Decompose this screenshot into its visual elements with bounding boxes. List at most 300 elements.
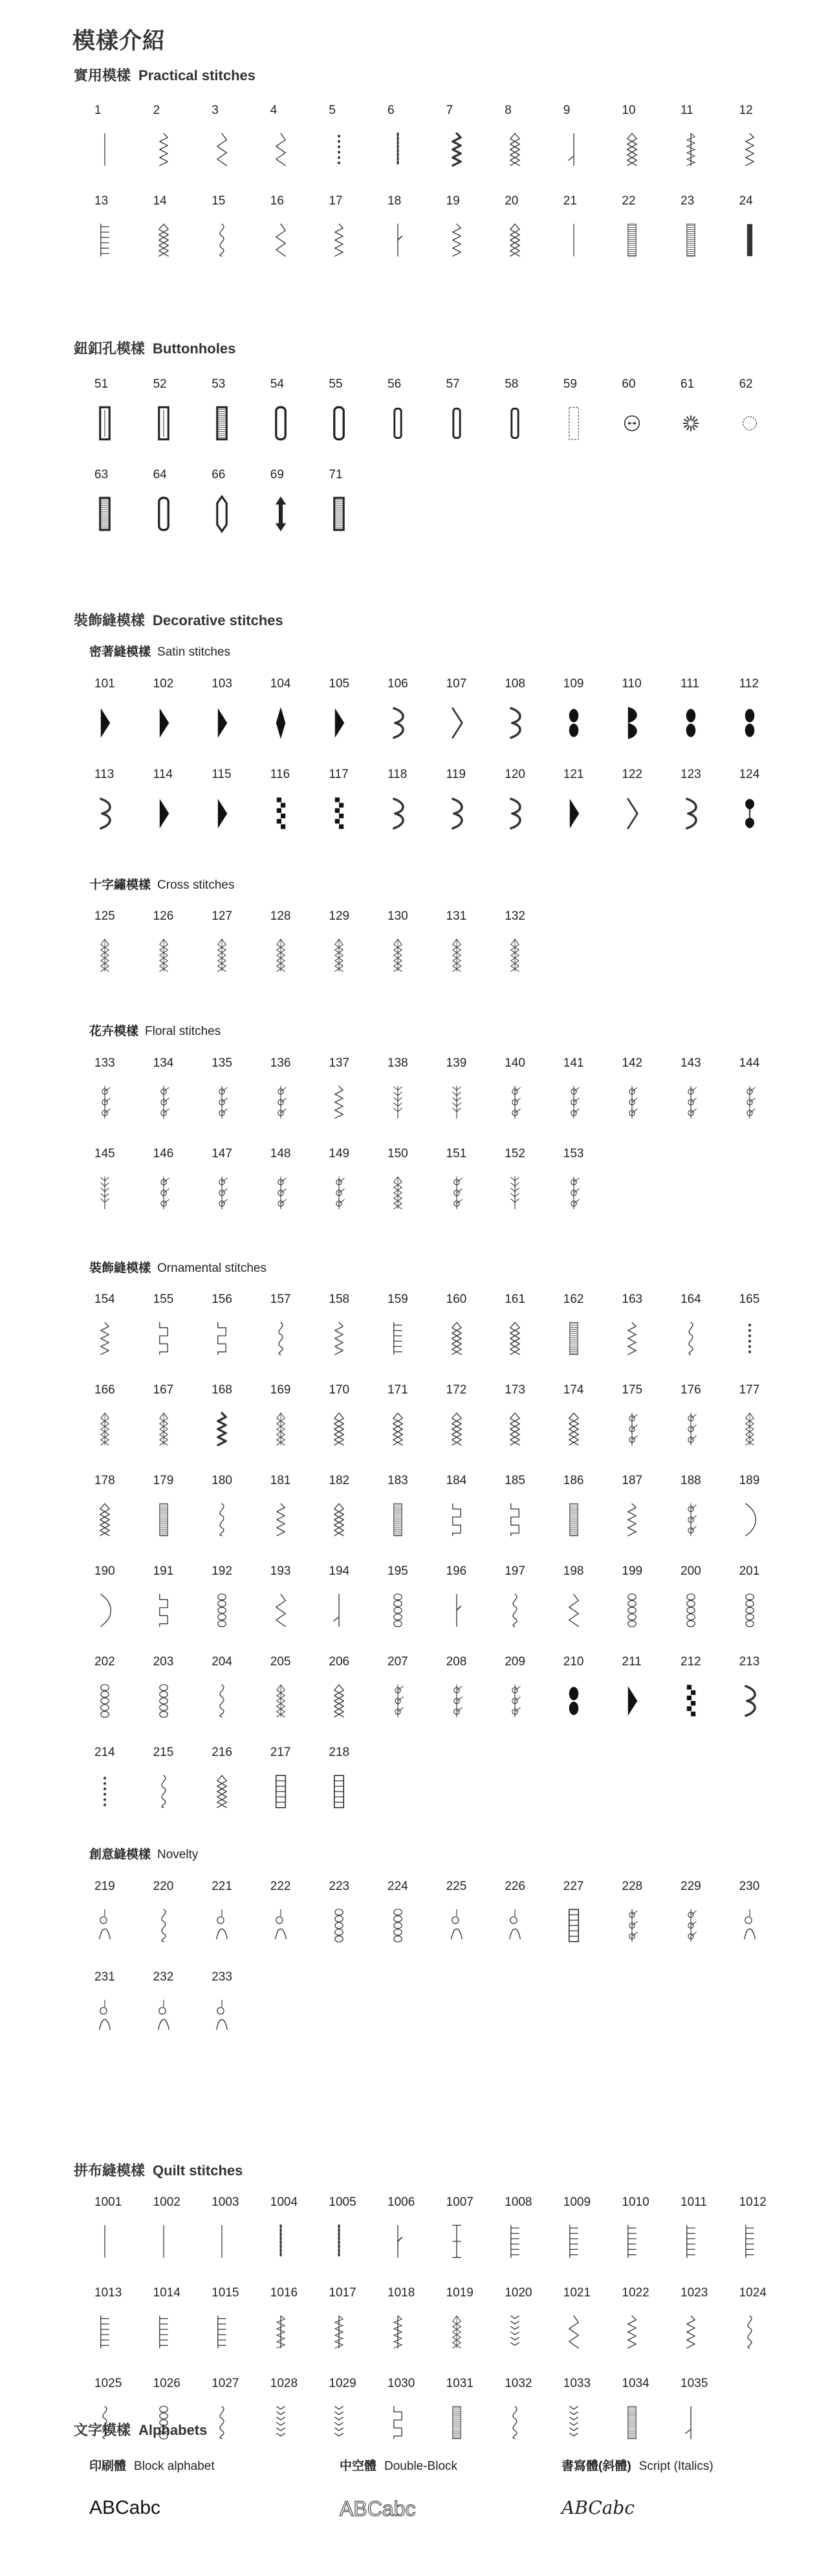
stitch-pattern-icon <box>209 1905 235 1946</box>
stitch-pattern-icon <box>326 1500 352 1540</box>
stitch-number: 18 <box>387 194 402 208</box>
stitch-pattern-icon <box>502 1681 528 1721</box>
stitch-pattern-icon <box>444 1082 470 1122</box>
stitch-cell <box>151 1383 205 1461</box>
stitch-pattern-icon <box>737 2312 763 2352</box>
stitch-cell <box>326 768 380 845</box>
section-title-zh: 鈕釦孔模樣 <box>74 340 146 357</box>
stitch-cell <box>326 677 380 755</box>
stitch-number: 141 <box>563 1056 584 1070</box>
stitch-cell <box>737 677 791 755</box>
stitch-number: 146 <box>153 1147 174 1160</box>
stitch-cell <box>385 677 439 755</box>
alphabet-label <box>89 2456 303 2474</box>
stitch-number: 178 <box>94 1474 115 1487</box>
stitch-pattern-icon <box>619 794 645 834</box>
stitch-pattern-icon <box>444 935 470 975</box>
stitch-number: 6 <box>387 104 395 117</box>
stitch-number: 219 <box>94 1880 115 1893</box>
stitch-cell <box>737 768 791 845</box>
stitch-number: 164 <box>681 1293 701 1306</box>
stitch-cell <box>92 2377 146 2454</box>
stitch-cell <box>268 1147 322 1225</box>
stitch-number: 169 <box>270 1383 291 1397</box>
stitch-cell <box>444 2377 498 2454</box>
stitch-pattern-icon <box>268 1905 294 1946</box>
stitch-pattern-icon <box>502 1082 528 1122</box>
stitch-number: 58 <box>505 377 519 391</box>
stitch-cell <box>619 677 673 755</box>
stitch-number: 24 <box>739 194 753 208</box>
stitch-cell <box>268 1746 322 1823</box>
stitch-number: 222 <box>270 1880 291 1893</box>
stitch-number: 23 <box>681 194 695 208</box>
stitch-pattern-icon <box>385 1409 411 1449</box>
stitch-pattern-icon <box>737 1409 763 1449</box>
stitch-pattern-icon <box>678 1409 704 1449</box>
stitch-number: 19 <box>446 194 460 208</box>
stitch-pattern-icon <box>737 1681 763 1721</box>
stitch-cell <box>385 2195 439 2273</box>
stitch-pattern-icon <box>268 129 294 170</box>
stitch-number: 63 <box>94 468 109 482</box>
stitch-cell <box>561 1383 615 1461</box>
section-title-en: Alphabets <box>138 2422 208 2438</box>
stitch-number: 176 <box>681 1383 701 1397</box>
stitch-pattern-icon <box>502 2403 528 2443</box>
alphabet-double-block <box>340 2456 553 2521</box>
stitch-cell <box>326 1147 380 1225</box>
stitch-pattern-icon <box>385 1500 411 1540</box>
stitch-cell <box>92 104 146 181</box>
stitch-number: 1028 <box>270 2377 298 2390</box>
stitch-pattern-icon <box>385 1905 411 1946</box>
stitch-pattern-icon <box>151 129 177 170</box>
stitch-number: 1031 <box>446 2377 474 2390</box>
stitch-pattern-icon <box>326 1681 352 1721</box>
stitch-number: 62 <box>739 377 753 391</box>
stitch-number: 152 <box>505 1147 525 1160</box>
stitch-number: 199 <box>622 1564 643 1578</box>
stitch-number: 150 <box>387 1147 408 1160</box>
stitch-number: 1007 <box>446 2195 474 2209</box>
stitch-number: 107 <box>446 677 467 691</box>
stitch-pattern-icon <box>326 1409 352 1449</box>
stitch-pattern-icon <box>678 1590 704 1630</box>
stitch-number: 1010 <box>622 2195 649 2209</box>
stitch-pattern-icon <box>268 935 294 975</box>
stitch-cell <box>502 1880 556 1957</box>
stitch-number: 198 <box>563 1564 584 1578</box>
stitch-pattern-icon <box>209 1173 235 1213</box>
stitch-pattern-icon <box>385 1590 411 1630</box>
stitch-cell <box>92 2286 146 2364</box>
stitch-pattern-icon <box>502 1590 528 1630</box>
stitch-number: 231 <box>94 1970 115 1984</box>
alphabet-label-zh: 書寫體(斜體) <box>561 2459 631 2473</box>
stitch-number: 191 <box>153 1564 174 1578</box>
stitch-number: 158 <box>329 1293 350 1306</box>
stitch-cell <box>268 104 322 181</box>
stitch-number: 183 <box>387 1474 408 1487</box>
stitch-cell <box>561 1564 615 1642</box>
stitch-cell <box>444 768 498 845</box>
stitch-pattern-icon <box>619 1590 645 1630</box>
stitch-number: 59 <box>563 377 577 391</box>
stitch-cell <box>209 909 263 987</box>
stitch-pattern-icon <box>444 1409 470 1449</box>
stitch-number: 124 <box>739 768 760 781</box>
stitch-number: 224 <box>387 1880 408 1893</box>
stitch-pattern-icon <box>92 1500 118 1540</box>
stitch-pattern-icon <box>326 220 352 260</box>
stitch-pattern-icon <box>268 403 294 443</box>
stitch-number: 113 <box>94 768 114 781</box>
stitch-number: 139 <box>446 1056 467 1070</box>
stitch-pattern-icon <box>385 1082 411 1122</box>
stitch-pattern-icon <box>326 1082 352 1122</box>
stitch-cell <box>151 1746 205 1823</box>
section-title-zh: 實用模樣 <box>74 67 131 83</box>
stitch-number: 103 <box>212 677 232 691</box>
stitch-cell <box>92 2195 146 2273</box>
stitch-number: 109 <box>563 677 584 691</box>
stitch-cell <box>268 2195 322 2273</box>
stitch-pattern-icon <box>619 1500 645 1540</box>
stitch-cell <box>502 1293 556 1370</box>
stitch-cell <box>444 2195 498 2273</box>
stitch-pattern-icon <box>92 403 118 443</box>
stitch-number: 1 <box>94 104 102 117</box>
stitch-pattern-icon <box>326 2312 352 2352</box>
stitch-pattern-icon <box>561 1590 587 1630</box>
stitch-pattern-icon <box>209 1771 235 1812</box>
stitch-pattern-icon <box>619 1409 645 1449</box>
stitch-cell <box>385 1564 439 1642</box>
stitch-cell <box>268 194 322 272</box>
stitch-cell <box>561 2195 615 2273</box>
alphabet-label <box>340 2456 553 2474</box>
stitch-cell <box>561 377 615 455</box>
stitch-number: 210 <box>563 1655 584 1669</box>
alphabet-label-en: Script (Italics) <box>638 2459 714 2473</box>
stitch-cell <box>619 1655 673 1733</box>
stitch-pattern-icon <box>737 2221 763 2261</box>
stitch-cell <box>619 104 673 181</box>
stitch-cell <box>209 468 263 546</box>
stitch-pattern-icon <box>619 2221 645 2261</box>
stitch-pattern-icon <box>619 129 645 170</box>
stitch-number: 122 <box>622 768 643 781</box>
stitch-number: 1032 <box>505 2377 532 2390</box>
stitch-pattern-icon <box>561 794 587 834</box>
stitch-cell <box>209 1383 263 1461</box>
stitch-number: 156 <box>212 1293 232 1306</box>
stitch-number: 208 <box>446 1655 467 1669</box>
stitch-pattern-icon <box>326 1905 352 1946</box>
stitch-number: 53 <box>212 377 226 391</box>
stitch-pattern-icon <box>151 1681 177 1721</box>
stitch-pattern-icon <box>151 1082 177 1122</box>
stitch-number: 104 <box>270 677 291 691</box>
subsection-title-zh: 創意縫模樣 <box>89 1848 151 1861</box>
stitch-pattern-icon <box>92 129 118 170</box>
stitch-pattern-icon <box>678 403 704 443</box>
stitch-pattern-icon <box>737 129 763 170</box>
stitch-cell <box>678 677 732 755</box>
stitch-number: 108 <box>505 677 525 691</box>
stitch-cell <box>92 1655 146 1733</box>
stitch-pattern-icon <box>151 794 177 834</box>
stitch-cell <box>151 909 205 987</box>
stitch-cell <box>326 194 380 272</box>
stitch-cell <box>151 194 205 272</box>
stitch-pattern-icon <box>326 403 352 443</box>
stitch-number: 174 <box>563 1383 584 1397</box>
stitch-cell <box>209 677 263 755</box>
stitch-pattern-icon <box>502 935 528 975</box>
stitch-pattern-icon <box>92 220 118 260</box>
stitch-pattern-icon <box>209 129 235 170</box>
stitch-number: 220 <box>153 1880 174 1893</box>
stitch-cell <box>92 194 146 272</box>
stitch-number: 1016 <box>270 2286 298 2300</box>
stitch-number: 232 <box>153 1970 174 1984</box>
stitch-pattern-icon <box>92 935 118 975</box>
stitch-cell <box>268 468 322 546</box>
stitch-number: 1020 <box>505 2286 532 2300</box>
alphabet-label-en: Block alphabet <box>134 2459 215 2473</box>
stitch-cell <box>92 1383 146 1461</box>
stitch-number: 162 <box>563 1293 584 1306</box>
stitch-pattern-icon <box>151 703 177 743</box>
stitch-cell <box>502 2286 556 2364</box>
stitch-cell <box>151 2286 205 2364</box>
stitch-number: 194 <box>329 1564 350 1578</box>
stitch-cell <box>209 1147 263 1225</box>
stitch-pattern-icon <box>268 703 294 743</box>
stitch-number: 153 <box>563 1147 584 1160</box>
stitch-pattern-icon <box>268 1771 294 1812</box>
stitch-cell <box>502 2195 556 2273</box>
stitch-cell <box>92 1474 146 1551</box>
stitch-pattern-icon <box>678 703 704 743</box>
section-title-en: Practical stitches <box>138 67 256 83</box>
stitch-number: 233 <box>212 1970 232 1984</box>
stitch-pattern-icon <box>151 1996 177 2036</box>
stitch-cell <box>92 768 146 845</box>
stitch-number: 16 <box>270 194 284 208</box>
stitch-cell <box>209 1056 263 1134</box>
stitch-cell <box>209 1746 263 1823</box>
stitch-cell <box>326 1655 380 1733</box>
subsection-title-ornamental <box>89 1258 267 1276</box>
subsection-title-zh: 十字繡模樣 <box>89 878 151 892</box>
stitch-cell <box>209 1970 263 2048</box>
stitch-number: 170 <box>329 1383 350 1397</box>
stitch-cell <box>151 1564 205 1642</box>
stitch-cell <box>385 1880 439 1957</box>
stitch-number: 135 <box>212 1056 232 1070</box>
stitch-pattern-icon <box>209 1996 235 2036</box>
stitch-pattern-icon <box>737 794 763 834</box>
stitch-number: 9 <box>563 104 571 117</box>
stitch-pattern-icon <box>268 220 294 260</box>
stitch-cell <box>151 1970 205 2048</box>
stitch-pattern-icon <box>209 2221 235 2261</box>
stitch-number: 189 <box>739 1474 760 1487</box>
stitch-pattern-icon <box>619 1318 645 1359</box>
stitch-pattern-icon <box>619 220 645 260</box>
stitch-number: 136 <box>270 1056 291 1070</box>
stitch-cell <box>561 1293 615 1370</box>
stitch-number: 200 <box>681 1564 701 1578</box>
stitch-cell <box>326 2286 380 2364</box>
stitch-cell <box>268 2286 322 2364</box>
stitch-number: 114 <box>153 768 173 781</box>
stitch-cell <box>502 768 556 845</box>
stitch-number: 204 <box>212 1655 232 1669</box>
stitch-cell <box>209 2195 263 2273</box>
alphabet-sample: ABCabc <box>89 2497 161 2518</box>
stitch-cell <box>268 768 322 845</box>
stitch-pattern-icon <box>561 1409 587 1449</box>
stitch-number: 223 <box>329 1880 350 1893</box>
stitch-cell <box>209 768 263 845</box>
stitch-cell <box>444 1655 498 1733</box>
stitch-pattern-icon <box>678 129 704 170</box>
stitch-pattern-icon <box>268 494 294 534</box>
stitch-number: 120 <box>505 768 525 781</box>
stitch-pattern-icon <box>678 220 704 260</box>
stitch-pattern-icon <box>444 220 470 260</box>
stitch-pattern-icon <box>326 703 352 743</box>
stitch-cell <box>678 2195 732 2273</box>
stitch-number: 1002 <box>153 2195 180 2209</box>
stitch-number: 202 <box>94 1655 115 1669</box>
alphabet-label <box>561 2456 775 2474</box>
stitch-pattern-icon <box>678 1905 704 1946</box>
stitch-number: 155 <box>153 1293 174 1306</box>
stitch-pattern-icon <box>151 1771 177 1812</box>
stitch-number: 172 <box>446 1383 467 1397</box>
section-title-en: Quilt stitches <box>153 2162 243 2179</box>
stitch-number: 214 <box>94 1746 115 1759</box>
stitch-cell <box>151 1655 205 1733</box>
stitch-cell <box>619 1880 673 1957</box>
stitch-pattern-icon <box>502 794 528 834</box>
stitch-number: 142 <box>622 1056 643 1070</box>
stitch-pattern-icon <box>678 1681 704 1721</box>
stitch-cell <box>268 1474 322 1551</box>
stitch-pattern-icon <box>151 935 177 975</box>
stitch-pattern-icon <box>92 1173 118 1213</box>
stitch-cell <box>92 909 146 987</box>
stitch-pattern-icon <box>385 220 411 260</box>
stitch-pattern-icon <box>209 935 235 975</box>
stitch-cell <box>444 1056 498 1134</box>
stitch-cell <box>444 1564 498 1642</box>
stitch-cell <box>737 2286 791 2364</box>
stitch-cell <box>444 1383 498 1461</box>
stitch-cell <box>385 909 439 987</box>
stitch-number: 121 <box>563 768 584 781</box>
stitch-cell <box>444 104 498 181</box>
stitch-number: 71 <box>329 468 343 482</box>
stitch-pattern-icon <box>209 1500 235 1540</box>
stitch-cell <box>385 377 439 455</box>
stitch-cell <box>92 1746 146 1823</box>
stitch-number: 1034 <box>622 2377 649 2390</box>
stitch-pattern-icon <box>209 1318 235 1359</box>
stitch-number: 126 <box>153 909 174 923</box>
stitch-number: 1025 <box>94 2377 122 2390</box>
stitch-pattern-icon <box>737 1500 763 1540</box>
stitch-cell <box>92 377 146 455</box>
subsection-title-zh: 密著縫模樣 <box>89 645 151 659</box>
stitch-number: 1017 <box>329 2286 356 2300</box>
stitch-cell <box>737 104 791 181</box>
stitch-number: 57 <box>446 377 460 391</box>
stitch-pattern-icon <box>619 2403 645 2443</box>
stitch-cell <box>444 194 498 272</box>
stitch-cell <box>678 1474 732 1551</box>
stitch-number: 101 <box>94 677 115 691</box>
stitch-pattern-icon <box>678 1082 704 1122</box>
stitch-number: 133 <box>94 1056 115 1070</box>
stitch-pattern-icon <box>385 794 411 834</box>
stitch-pattern-icon <box>209 1082 235 1122</box>
stitch-number: 110 <box>622 677 642 691</box>
stitch-number: 129 <box>329 909 350 923</box>
stitch-number: 127 <box>212 909 232 923</box>
stitch-cell <box>326 1474 380 1551</box>
stitch-cell <box>619 1293 673 1370</box>
stitch-number: 1029 <box>329 2377 356 2390</box>
stitch-pattern-icon <box>92 1905 118 1946</box>
stitch-number: 213 <box>739 1655 760 1669</box>
stitch-pattern-icon <box>561 403 587 443</box>
stitch-pattern-icon <box>385 1681 411 1721</box>
stitch-number: 55 <box>329 377 343 391</box>
stitch-cell <box>737 1383 791 1461</box>
stitch-number: 228 <box>622 1880 643 1893</box>
stitch-cell <box>209 1293 263 1370</box>
stitch-number: 60 <box>622 377 636 391</box>
stitch-cell <box>502 1474 556 1551</box>
stitch-number: 52 <box>153 377 167 391</box>
stitch-number: 144 <box>739 1056 760 1070</box>
stitch-pattern-icon <box>678 2403 704 2443</box>
stitch-cell <box>619 2195 673 2273</box>
stitch-pattern-icon <box>561 1500 587 1540</box>
stitch-number: 118 <box>387 768 408 781</box>
stitch-cell <box>151 1147 205 1225</box>
stitch-number: 206 <box>329 1655 350 1669</box>
stitch-cell <box>502 1564 556 1642</box>
stitch-pattern-icon <box>268 1681 294 1721</box>
stitch-cell <box>561 677 615 755</box>
stitch-pattern-icon <box>151 1318 177 1359</box>
stitch-pattern-icon <box>561 1681 587 1721</box>
stitch-pattern-icon <box>619 403 645 443</box>
stitch-pattern-icon <box>561 220 587 260</box>
stitch-number: 1013 <box>94 2286 122 2300</box>
alphabet-block <box>89 2456 303 2519</box>
stitch-cell <box>502 2377 556 2454</box>
stitch-cell <box>209 1880 263 1957</box>
stitch-pattern-icon <box>209 403 235 443</box>
